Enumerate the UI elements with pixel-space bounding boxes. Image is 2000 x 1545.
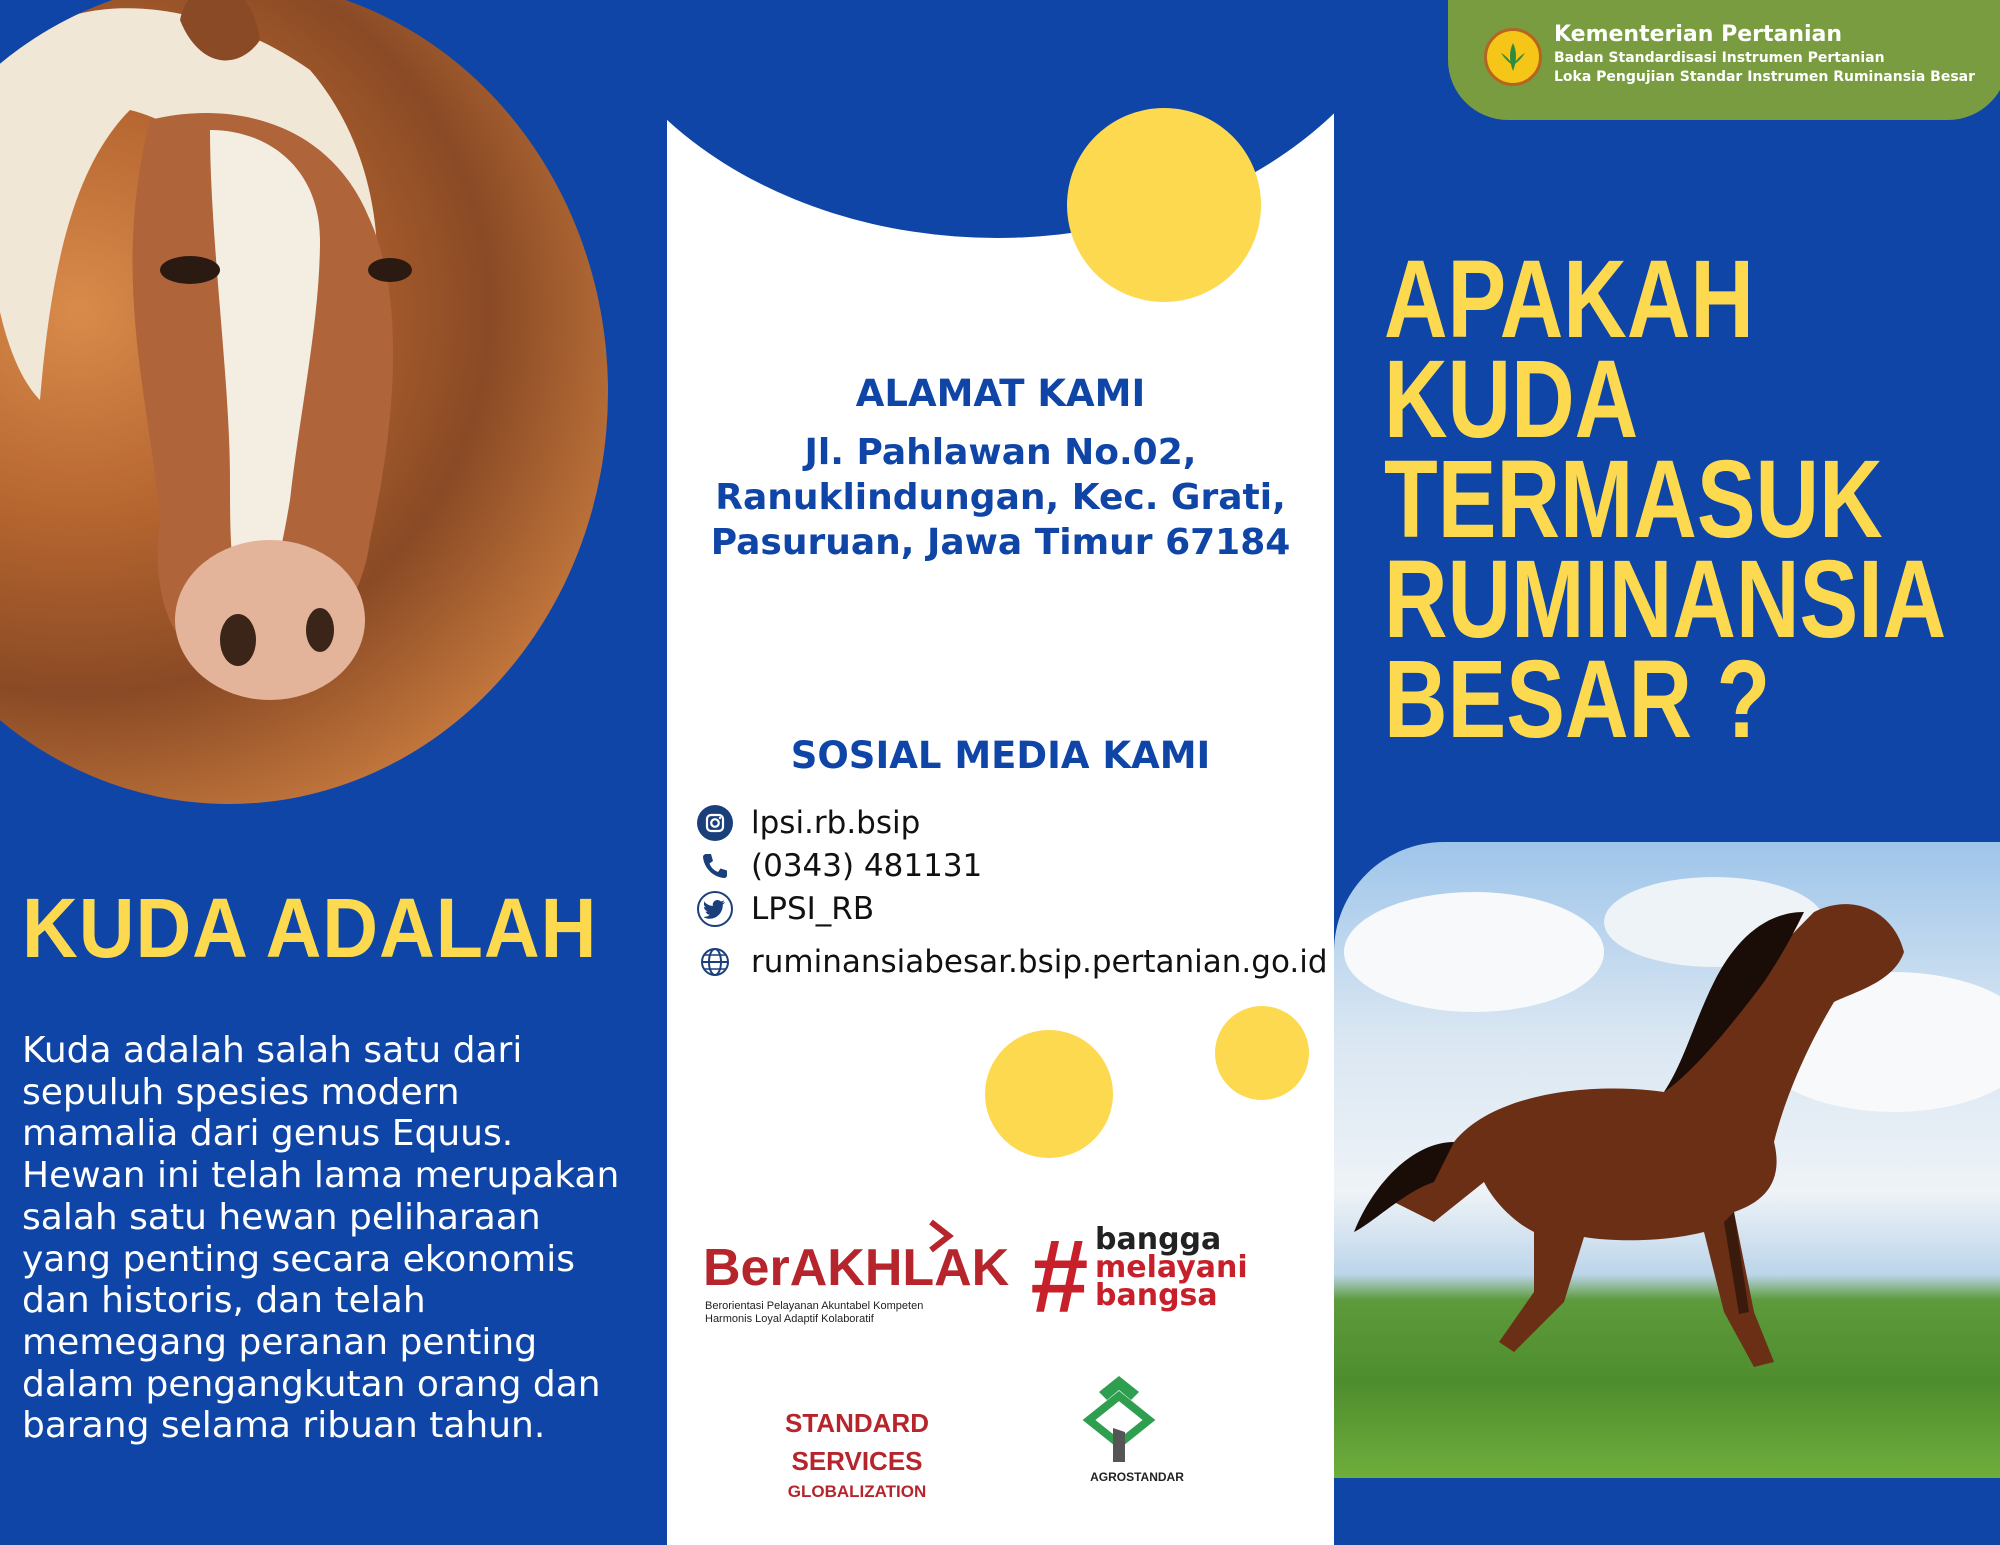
social-heading: SOSIAL MEDIA KAMI	[790, 734, 1211, 777]
question-line: BESAR ?	[1384, 638, 1771, 761]
social-text: ruminansiabesar.bsip.pertanian.go.id	[751, 944, 1328, 980]
horse-head-photo	[0, 0, 608, 804]
paragraph-line: mamalia dari genus Equus.	[22, 1113, 514, 1155]
globe-icon	[697, 944, 733, 980]
yellow-circle-decoration	[985, 1030, 1113, 1158]
question-line: APAKAH	[1384, 238, 1754, 361]
social-item-instagram[interactable]	[697, 802, 920, 844]
agrostandar-emblem-icon	[1079, 1372, 1159, 1466]
sss-line: STANDARD	[785, 1408, 929, 1438]
social-text: lpsi.rb.bsip	[751, 805, 921, 841]
berakhlak-title: BerAKHLAK	[703, 1239, 1010, 1297]
agrostandar-label: AGROSTANDAR	[1090, 1470, 1184, 1484]
phone-icon	[697, 848, 733, 884]
ministry-header	[1448, 0, 2000, 120]
paragraph-line: dalam pengangkutan orang dan	[22, 1363, 601, 1405]
social-item-twitter[interactable]	[697, 888, 874, 930]
middle-panel	[667, 0, 1334, 1545]
left-paragraph	[22, 1030, 662, 1447]
social-item-phone[interactable]	[697, 845, 982, 887]
social-text: (0343) 481131	[751, 848, 983, 884]
hashtag-mark: #	[1029, 1219, 1087, 1335]
question-line: RUMINANSIA	[1384, 538, 1947, 661]
ministry-emblem-icon	[1484, 28, 1542, 86]
ministry-title: Kementerian Pertanian	[1554, 22, 1843, 47]
paragraph-line: yang penting secara ekonomis	[22, 1238, 575, 1280]
yellow-circle-decoration	[1067, 108, 1261, 302]
address-line: Ranuklindungan, Kec. Grati,	[715, 477, 1286, 518]
berakhlak-subtitle	[705, 1300, 923, 1326]
left-heading: KUDA ADALAH	[22, 881, 598, 975]
address-line: Pasuruan, Jawa Timur 67184	[710, 522, 1291, 563]
sss-line: GLOBALIZATION	[787, 1482, 927, 1501]
social-item-website[interactable]	[697, 941, 1328, 983]
paragraph-line: salah satu hewan peliharaan	[22, 1196, 541, 1238]
address-line: Jl. Pahlawan No.02,	[804, 432, 1197, 473]
yellow-circle-decoration	[1215, 1006, 1309, 1100]
paragraph-line: dan historis, dan telah	[22, 1280, 426, 1322]
sss-line: SERVICES	[791, 1446, 923, 1476]
question-line: KUDA	[1384, 338, 1639, 461]
right-panel	[1334, 0, 2000, 1545]
paragraph-line: Hewan ini telah lama merupakan	[22, 1155, 620, 1197]
ministry-subtitle: Loka Pengujian Standar Instrumen Ruminansia Besar	[1554, 69, 1976, 85]
bangga-line: melayani	[1095, 1250, 1248, 1285]
bangga-line: bangga	[1095, 1222, 1222, 1257]
twitter-icon	[697, 891, 733, 927]
paragraph-line: barang selama ribuan tahun.	[22, 1405, 546, 1447]
running-horse-photo	[1334, 842, 2000, 1478]
berakhlak-subtitle-line: Harmonis Loyal Adaptif Kolaboratif	[705, 1313, 874, 1325]
address-heading: ALAMAT KAMI	[855, 372, 1146, 415]
social-text: LPSI_RB	[751, 891, 875, 927]
paragraph-line: memegang peranan penting	[22, 1321, 538, 1363]
chevron-right-icon	[923, 1218, 959, 1254]
paragraph-line: Kuda adalah salah satu dari	[22, 1030, 523, 1071]
berakhlak-subtitle-line: Berorientasi Pelayanan Akuntabel Kompeten	[705, 1300, 924, 1312]
left-panel	[0, 0, 667, 1545]
paragraph-line: sepuluh spesies modern	[22, 1071, 460, 1113]
question-line: TERMASUK	[1384, 438, 1883, 561]
ministry-subtitle: Badan Standardisasi Instrumen Pertanian	[1554, 50, 1885, 66]
instagram-icon	[697, 805, 733, 841]
bangga-line: bangsa	[1095, 1278, 1218, 1313]
